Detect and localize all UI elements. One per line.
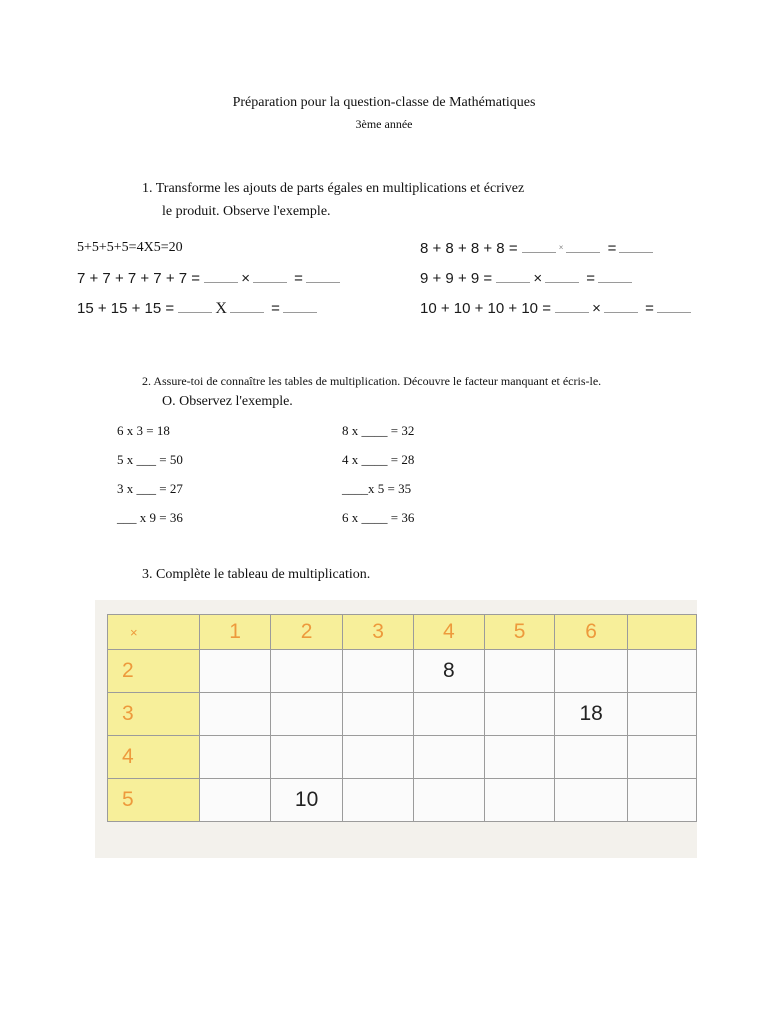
table-cell[interactable]: [484, 779, 555, 822]
exercise-row: [77, 300, 317, 318]
row-header: 5: [108, 779, 200, 822]
table-cell[interactable]: [627, 693, 696, 736]
table-cell[interactable]: [200, 650, 271, 693]
column-header: 3: [343, 615, 414, 650]
multiplication-table-image: [95, 600, 697, 858]
section2-instruction-line2: O. Observez l'exemple.: [162, 394, 293, 409]
answer-blank[interactable]: [598, 271, 632, 283]
multiplication-fact: ____x 5 = 35: [342, 481, 412, 496]
table-header-row: [108, 615, 697, 650]
table-cell[interactable]: [555, 650, 627, 693]
exercise-row: [420, 270, 632, 287]
exercise-expression: 9 + 9 + 9 =: [420, 270, 493, 287]
multiplication-fact: 5 x ___ = 50: [117, 452, 183, 467]
table-cell[interactable]: [343, 779, 414, 822]
table-cell[interactable]: [343, 693, 414, 736]
row-header: 4: [108, 736, 200, 779]
table-cell[interactable]: [413, 693, 484, 736]
table-row: [108, 779, 697, 822]
exercise-expression: 10 + 10 + 10 + 10 =: [420, 300, 551, 317]
answer-blank[interactable]: [619, 241, 653, 253]
table-row: [108, 650, 697, 693]
exercise-row: [420, 240, 653, 257]
table-cell[interactable]: 8: [413, 650, 484, 693]
answer-blank[interactable]: [566, 241, 600, 253]
exercise-expression: 7 + 7 + 7 + 7 + 7 =: [77, 270, 201, 287]
example-expression: 5+5+5+5=4X5=20: [77, 240, 183, 255]
table-cell[interactable]: [413, 736, 484, 779]
table-cell[interactable]: 10: [270, 779, 342, 822]
answer-blank[interactable]: [604, 301, 638, 313]
section1-instruction-line1: 1. Transforme les ajouts de parts égales en multiplications et écrivez: [142, 181, 525, 196]
table-cell[interactable]: [343, 736, 414, 779]
column-header: 2: [270, 615, 342, 650]
table-cell[interactable]: [270, 693, 342, 736]
multiplication-fact: 8 x ____ = 32: [342, 423, 415, 438]
table-cell[interactable]: [200, 736, 271, 779]
answer-blank[interactable]: [657, 301, 691, 313]
multiplication-fact: 6 x ____ = 36: [342, 510, 415, 525]
section1-instruction-line2: le produit. Observe l'exemple.: [162, 204, 331, 219]
equals-sign: =: [271, 300, 280, 317]
column-header: 1: [200, 615, 271, 650]
exercise-expression: 15 + 15 + 15 =: [77, 300, 175, 317]
table-cell[interactable]: [627, 650, 696, 693]
table-cell[interactable]: [627, 779, 696, 822]
page-subtitle: 3ème année: [355, 117, 413, 131]
table-cell[interactable]: [627, 736, 696, 779]
answer-blank[interactable]: [496, 271, 530, 283]
table-corner-times: ×: [108, 615, 200, 650]
table-cell[interactable]: [555, 779, 627, 822]
exercise-row: [77, 270, 340, 287]
multiplication-table: [107, 614, 697, 822]
column-header: [627, 615, 696, 650]
table-cell[interactable]: [484, 650, 555, 693]
page-title: Préparation pour la question-classe de Mathématiques: [232, 95, 536, 110]
answer-blank[interactable]: [283, 301, 317, 313]
section3-instruction: 3. Complète le tableau de multiplication.: [142, 567, 371, 582]
times-sign: ×: [241, 270, 250, 287]
table-cell[interactable]: [270, 736, 342, 779]
table-cell[interactable]: [200, 693, 271, 736]
table-cell[interactable]: [413, 779, 484, 822]
table-cell[interactable]: [270, 650, 342, 693]
equals-sign: =: [645, 300, 654, 317]
column-header: 4: [413, 615, 484, 650]
section2-instruction-line1: 2. Assure-toi de connaître les tables de multiplication. Découvre le facteur manquant et écris-le.: [142, 374, 602, 388]
table-cell[interactable]: 18: [555, 693, 627, 736]
table-cell[interactable]: [484, 693, 555, 736]
times-sign: ×: [592, 300, 601, 317]
answer-blank[interactable]: [253, 271, 287, 283]
multiplication-fact: 6 x 3 = 18: [117, 423, 170, 438]
table-cell[interactable]: [343, 650, 414, 693]
exercise-row: [420, 300, 691, 317]
answer-blank[interactable]: [522, 241, 556, 253]
column-header: 6: [555, 615, 627, 650]
table-row: [108, 693, 697, 736]
equals-sign: =: [586, 270, 596, 287]
multiplication-fact: 4 x ____ = 28: [342, 452, 415, 467]
equals-sign: =: [607, 240, 617, 257]
table-cell[interactable]: [555, 736, 627, 779]
times-sign: X: [215, 300, 227, 317]
times-sign: ×: [558, 243, 564, 252]
answer-blank[interactable]: [230, 301, 264, 313]
column-header: 5: [484, 615, 555, 650]
table-row: [108, 736, 697, 779]
answer-blank[interactable]: [178, 301, 212, 313]
times-sign: ×: [533, 270, 543, 287]
multiplication-fact: ___ x 9 = 36: [117, 510, 183, 525]
row-header: 3: [108, 693, 200, 736]
exercise-expression: 8 + 8 + 8 + 8 =: [420, 240, 518, 257]
equals-sign: =: [294, 270, 303, 287]
row-header: 2: [108, 650, 200, 693]
multiplication-fact: 3 x ___ = 27: [117, 481, 183, 496]
answer-blank[interactable]: [306, 271, 340, 283]
answer-blank[interactable]: [545, 271, 579, 283]
table-cell[interactable]: [484, 736, 555, 779]
answer-blank[interactable]: [204, 271, 238, 283]
table-cell[interactable]: [200, 779, 271, 822]
answer-blank[interactable]: [555, 301, 589, 313]
